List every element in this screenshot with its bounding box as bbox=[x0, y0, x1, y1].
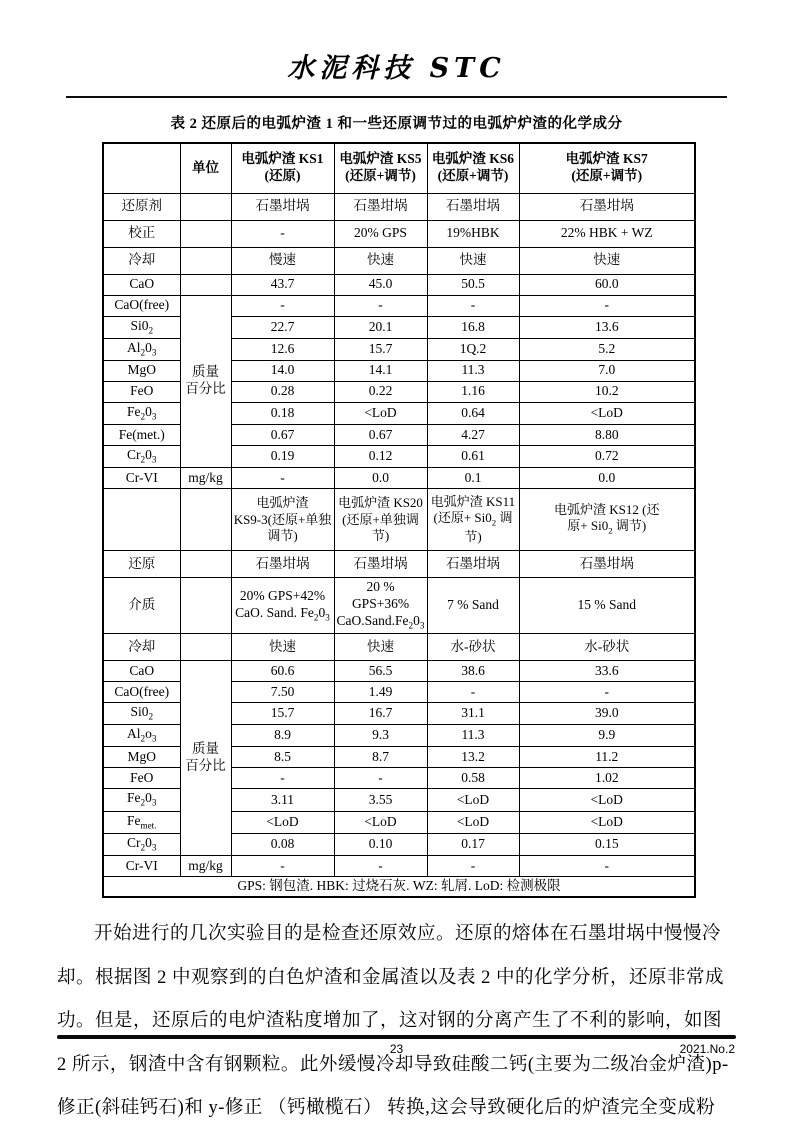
row-label-cell: 冷却 bbox=[103, 634, 180, 661]
value-cell: 19%HBK bbox=[427, 220, 519, 247]
value-cell: <LoD bbox=[519, 789, 695, 811]
paragraph-line: 开始进行的几次实验目的是检查还原效应。还原的熔体在石墨坩埚中慢慢冷 bbox=[94, 924, 722, 945]
value-cell: 0.15 bbox=[519, 833, 695, 855]
value-cell: 水-砂状 bbox=[519, 634, 695, 661]
value-cell: 45.0 bbox=[334, 274, 427, 295]
value-cell: 15 % Sand bbox=[519, 578, 695, 634]
table-row bbox=[103, 855, 695, 876]
paragraph-line: 功。但是，还原后的电炉渣粘度增加了，这对钢的分离产生了不利的影响，如图 bbox=[57, 1011, 723, 1032]
table-note-row bbox=[103, 876, 695, 897]
value-cell: 快速 bbox=[334, 634, 427, 661]
row-label-cell: 冷却 bbox=[103, 247, 180, 274]
value-cell: 快速 bbox=[231, 634, 334, 661]
value-cell: 22% HBK + WZ bbox=[519, 220, 695, 247]
value-cell: 石墨坩埚 bbox=[334, 193, 427, 220]
value-cell: 1.16 bbox=[427, 381, 519, 402]
table-row bbox=[103, 295, 695, 316]
value-cell: 0.0 bbox=[334, 468, 427, 489]
column-header-cell: 电弧炉渣 KS9-3(还原+单独 调节) bbox=[231, 489, 334, 551]
value-cell: 9.9 bbox=[519, 725, 695, 747]
unit-cell: mg/kg bbox=[180, 855, 231, 876]
value-cell: 7.0 bbox=[519, 360, 695, 381]
row-label-cell: Cr-VI bbox=[103, 855, 180, 876]
value-cell: 3.11 bbox=[231, 789, 334, 811]
value-cell: <LoD bbox=[231, 811, 334, 833]
row-label-cell: Fe(met.) bbox=[103, 425, 180, 446]
column-header-cell: 电弧炉渣 KS7 (还原+调节) bbox=[519, 143, 695, 193]
value-cell: 0.12 bbox=[334, 446, 427, 468]
value-cell: - bbox=[231, 295, 334, 316]
value-cell: 12.6 bbox=[231, 338, 334, 360]
row-label-cell: $Fe_20_3$ bbox=[103, 402, 180, 424]
value-cell: 31.1 bbox=[427, 703, 519, 725]
value-cell: - bbox=[427, 295, 519, 316]
value-cell: 0.1 bbox=[427, 468, 519, 489]
value-cell: 16.7 bbox=[334, 703, 427, 725]
value-cell: - bbox=[519, 682, 695, 703]
value-cell: 快速 bbox=[427, 247, 519, 274]
row-label-cell: 还原剂 bbox=[103, 193, 180, 220]
value-cell: 石墨坩埚 bbox=[519, 193, 695, 220]
value-cell: 1Q.2 bbox=[427, 338, 519, 360]
unit-cell bbox=[180, 220, 231, 247]
footer-rule bbox=[57, 1035, 736, 1039]
column-header-cell: 电弧炉渣 KS11 (还原+ $Si0_2$ 调节) bbox=[427, 489, 519, 551]
issue-label: 2021.No.2 bbox=[679, 1042, 735, 1056]
row-label-cell: 还原 bbox=[103, 551, 180, 578]
unit-cell: 质量 百分比 bbox=[180, 295, 231, 468]
value-cell: 10.2 bbox=[519, 381, 695, 402]
value-cell: <LoD bbox=[519, 402, 695, 424]
column-header-cell bbox=[103, 489, 180, 551]
value-cell: 8.80 bbox=[519, 425, 695, 446]
value-cell: - bbox=[231, 768, 334, 789]
header-rule bbox=[66, 96, 727, 98]
value-cell: 0.08 bbox=[231, 833, 334, 855]
page-number: 23 bbox=[389, 1042, 404, 1056]
value-cell: 快速 bbox=[519, 247, 695, 274]
paragraph-line: 2 所示，钢渣中含有钢颗粒。此外缓慢冷却导致硅酸二钙(主要为二级冶金炉渣)p- bbox=[57, 1054, 729, 1075]
value-cell: 14.0 bbox=[231, 360, 334, 381]
value-cell: - bbox=[427, 682, 519, 703]
value-cell: 11.3 bbox=[427, 360, 519, 381]
unit-cell bbox=[180, 578, 231, 634]
value-cell: 38.6 bbox=[427, 661, 519, 682]
value-cell: 9.3 bbox=[334, 725, 427, 747]
row-label-cell: MgO bbox=[103, 747, 180, 768]
row-label-cell: $Fe_{met.}$ bbox=[103, 811, 180, 833]
row-label-cell: CaO(free) bbox=[103, 682, 180, 703]
value-cell: 8.5 bbox=[231, 747, 334, 768]
column-header-cell: 电弧炉渣 KS5 (还原+调节) bbox=[334, 143, 427, 193]
value-cell: - bbox=[427, 855, 519, 876]
value-cell: 0.22 bbox=[334, 381, 427, 402]
unit-cell: 质量 百分比 bbox=[180, 661, 231, 856]
paragraph-line: 却。根据图 2 中观察到的白色炉渣和金属渣以及表 2 中的化学分析，还原非常成 bbox=[57, 967, 725, 988]
column-header-cell: 电弧炉渣 KS6 (还原+调节) bbox=[427, 143, 519, 193]
value-cell: 56.5 bbox=[334, 661, 427, 682]
column-header-cell: 电弧炉渣 KS12 (还 原+ $Si0_2$ 调节) bbox=[519, 489, 695, 551]
value-cell: 0.17 bbox=[427, 833, 519, 855]
row-label-cell: FeO bbox=[103, 768, 180, 789]
value-cell: 8.7 bbox=[334, 747, 427, 768]
value-cell: 20.1 bbox=[334, 316, 427, 338]
row-label-cell: $Cr_20_3$ bbox=[103, 446, 180, 468]
row-label-cell: $Si0_2$ bbox=[103, 703, 180, 725]
value-cell: 1.49 bbox=[334, 682, 427, 703]
composition-table bbox=[102, 142, 696, 898]
row-label-cell: CaO bbox=[103, 661, 180, 682]
table-row bbox=[103, 634, 695, 661]
unit-cell: mg/kg bbox=[180, 468, 231, 489]
row-label-cell: CaO(free) bbox=[103, 295, 180, 316]
value-cell: <LoD bbox=[519, 811, 695, 833]
value-cell: 慢速 bbox=[231, 247, 334, 274]
row-label-cell: $Al_20_3$ bbox=[103, 338, 180, 360]
value-cell: 石墨坩埚 bbox=[427, 551, 519, 578]
value-cell: 43.7 bbox=[231, 274, 334, 295]
value-cell: 14.1 bbox=[334, 360, 427, 381]
table-row bbox=[103, 578, 695, 634]
value-cell: 11.2 bbox=[519, 747, 695, 768]
value-cell: 4.27 bbox=[427, 425, 519, 446]
value-cell: <LoD bbox=[427, 789, 519, 811]
value-cell: 22.7 bbox=[231, 316, 334, 338]
value-cell: 60.0 bbox=[519, 274, 695, 295]
composition-table-body bbox=[103, 143, 695, 897]
row-label-cell: CaO bbox=[103, 274, 180, 295]
table-header-row bbox=[103, 143, 695, 193]
body-paragraph bbox=[57, 913, 736, 1122]
value-cell: - bbox=[519, 295, 695, 316]
row-label-cell: $Fe_20_3$ bbox=[103, 789, 180, 811]
row-label-cell: FeO bbox=[103, 381, 180, 402]
value-cell: <LoD bbox=[427, 811, 519, 833]
row-label-cell: 介质 bbox=[103, 578, 180, 634]
value-cell: - bbox=[334, 768, 427, 789]
value-cell: 0.72 bbox=[519, 446, 695, 468]
row-label-cell: MgO bbox=[103, 360, 180, 381]
value-cell: 0.0 bbox=[519, 468, 695, 489]
value-cell: 20% GPS+42% CaO. Sand. $Fe_20_3$ bbox=[231, 578, 334, 634]
table-header-row bbox=[103, 489, 695, 551]
value-cell: 60.6 bbox=[231, 661, 334, 682]
unit-cell bbox=[180, 551, 231, 578]
value-cell: 20% GPS bbox=[334, 220, 427, 247]
column-header-cell: 电弧炉渣 KS20 (还原+单独调节) bbox=[334, 489, 427, 551]
value-cell: - bbox=[231, 855, 334, 876]
column-header-cell: 电弧炉渣 KS1 (还原) bbox=[231, 143, 334, 193]
table-row bbox=[103, 661, 695, 682]
value-cell: - bbox=[519, 855, 695, 876]
value-cell: 7.50 bbox=[231, 682, 334, 703]
value-cell: 33.6 bbox=[519, 661, 695, 682]
value-cell: 石墨坩埚 bbox=[519, 551, 695, 578]
journal-header: 水泥科技 STC bbox=[287, 53, 506, 84]
unit-cell bbox=[180, 274, 231, 295]
value-cell: 0.61 bbox=[427, 446, 519, 468]
row-label-cell: Cr-VI bbox=[103, 468, 180, 489]
table-row bbox=[103, 220, 695, 247]
value-cell: 石墨坩埚 bbox=[334, 551, 427, 578]
value-cell: 0.19 bbox=[231, 446, 334, 468]
value-cell: 50.5 bbox=[427, 274, 519, 295]
table-row bbox=[103, 247, 695, 274]
value-cell: 7 % Sand bbox=[427, 578, 519, 634]
value-cell: 快速 bbox=[334, 247, 427, 274]
value-cell: 石墨坩埚 bbox=[231, 551, 334, 578]
value-cell: 0.64 bbox=[427, 402, 519, 424]
table-row bbox=[103, 274, 695, 295]
value-cell: <LoD bbox=[334, 811, 427, 833]
value-cell: 0.58 bbox=[427, 768, 519, 789]
value-cell: 39.0 bbox=[519, 703, 695, 725]
table-caption: 表 2 还原后的电弧炉渣 1 和一些还原调节过的电弧炉炉渣的化学成分 bbox=[170, 116, 623, 132]
row-label-cell: 校正 bbox=[103, 220, 180, 247]
value-cell: 0.10 bbox=[334, 833, 427, 855]
row-label-cell: $Cr_20_3$ bbox=[103, 833, 180, 855]
value-cell: - bbox=[231, 220, 334, 247]
value-cell: 0.18 bbox=[231, 402, 334, 424]
value-cell: 1.02 bbox=[519, 768, 695, 789]
column-header-cell: 单位 bbox=[180, 143, 231, 193]
value-cell: - bbox=[334, 855, 427, 876]
value-cell: 水-砂状 bbox=[427, 634, 519, 661]
value-cell: 15.7 bbox=[334, 338, 427, 360]
value-cell: 20 % GPS+36% $CaO.Sand.Fe_20_3$ bbox=[334, 578, 427, 634]
value-cell: 0.67 bbox=[334, 425, 427, 446]
value-cell: - bbox=[231, 468, 334, 489]
unit-cell bbox=[180, 634, 231, 661]
value-cell: 0.67 bbox=[231, 425, 334, 446]
value-cell: 3.55 bbox=[334, 789, 427, 811]
value-cell: 16.8 bbox=[427, 316, 519, 338]
value-cell: 石墨坩埚 bbox=[231, 193, 334, 220]
value-cell: 11.3 bbox=[427, 725, 519, 747]
value-cell: 13.2 bbox=[427, 747, 519, 768]
value-cell: <LoD bbox=[334, 402, 427, 424]
value-cell: - bbox=[334, 295, 427, 316]
table-row bbox=[103, 193, 695, 220]
value-cell: 0.28 bbox=[231, 381, 334, 402]
value-cell: 13.6 bbox=[519, 316, 695, 338]
row-label-cell: $Al_2o_3$ bbox=[103, 725, 180, 747]
value-cell: 15.7 bbox=[231, 703, 334, 725]
table-note: GPS: 钢包渣. HBK: 过烧石灰. WZ: 轧屑. LoD: 检测极限 bbox=[103, 876, 695, 897]
column-header-cell bbox=[180, 489, 231, 551]
unit-cell bbox=[180, 247, 231, 274]
value-cell: 石墨坩埚 bbox=[427, 193, 519, 220]
value-cell: 5.2 bbox=[519, 338, 695, 360]
row-label-cell: $Si0_2$ bbox=[103, 316, 180, 338]
column-header-cell bbox=[103, 143, 180, 193]
table-row bbox=[103, 551, 695, 578]
unit-cell bbox=[180, 193, 231, 220]
value-cell: 8.9 bbox=[231, 725, 334, 747]
paragraph-line: 修正(斜硅钙石)和 y-修正 （钙橄榄石） 转换,这会导致硬化后的炉渣完全变成粉 bbox=[57, 1098, 716, 1119]
table-row bbox=[103, 468, 695, 489]
